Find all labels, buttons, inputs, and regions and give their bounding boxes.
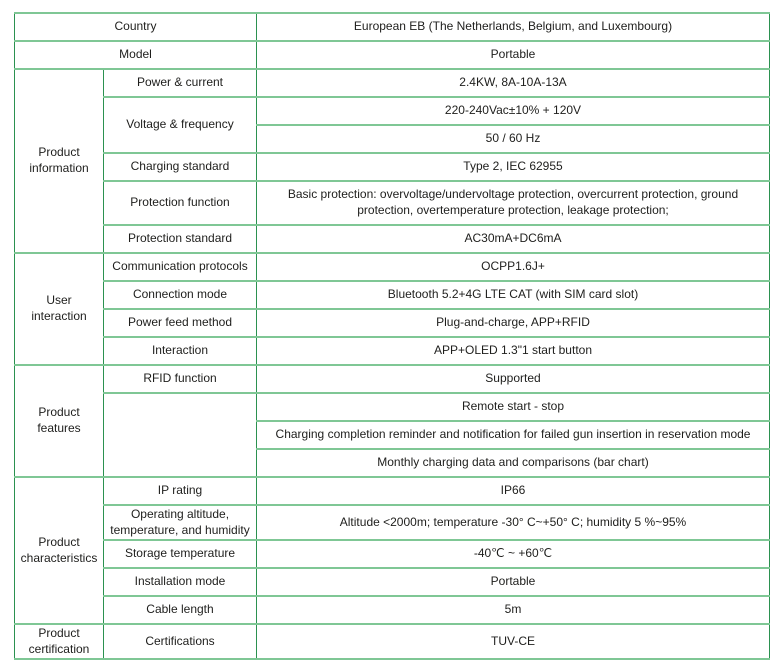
voltage-frequency-value-2: 50 / 60 Hz <box>257 125 770 153</box>
charging-standard-label: Charging standard <box>104 153 257 181</box>
row-storage-temperature <box>15 540 770 568</box>
model-label: Model <box>15 41 257 69</box>
feature-reminder-value: Charging completion reminder and notification for failed gun insertion in reservation mode <box>257 421 770 449</box>
interaction-value: APP+OLED 1.3"1 start button <box>257 337 770 365</box>
ip-rating-label: IP rating <box>104 477 257 505</box>
row-operating-conditions <box>15 505 770 540</box>
group-user-interaction: User interaction <box>15 253 104 365</box>
power-current-value: 2.4KW, 8A-10A-13A <box>257 69 770 97</box>
row-power-current <box>15 69 770 97</box>
row-model <box>15 41 770 69</box>
spec-table <box>14 12 770 660</box>
voltage-frequency-value-1: 220-240Vac±10% + 120V <box>257 97 770 125</box>
communication-protocols-value: OCPP1.6J+ <box>257 253 770 281</box>
features-empty-label <box>104 393 257 477</box>
country-value: European EB (The Netherlands, Belgium, and Luxembourg) <box>257 13 770 41</box>
protection-function-value: Basic protection: overvoltage/undervoltage protection, overcurrent protection, ground protection, overtemperature protection, leakage protection; <box>257 181 770 225</box>
certifications-value: TUV-CE <box>257 624 770 659</box>
row-country <box>15 13 770 41</box>
installation-mode-value: Portable <box>257 568 770 596</box>
installation-mode-label: Installation mode <box>104 568 257 596</box>
interaction-label: Interaction <box>104 337 257 365</box>
group-product-features: Product features <box>15 365 104 477</box>
charging-standard-value: Type 2, IEC 62955 <box>257 153 770 181</box>
row-certifications <box>15 624 770 659</box>
group-product-certification: Product certification <box>15 624 104 659</box>
connection-mode-label: Connection mode <box>104 281 257 309</box>
storage-temperature-value: -40℃ ~ +60℃ <box>257 540 770 568</box>
operating-conditions-label: Operating altitude, temperature, and humidity <box>104 505 257 540</box>
row-feature-remote-start <box>15 393 770 421</box>
cable-length-label: Cable length <box>104 596 257 624</box>
country-label: Country <box>15 13 257 41</box>
row-charging-standard <box>15 153 770 181</box>
row-voltage-frequency-1 <box>15 97 770 125</box>
feature-remote-start-value: Remote start - stop <box>257 393 770 421</box>
ip-rating-value: IP66 <box>257 477 770 505</box>
row-installation-mode <box>15 568 770 596</box>
communication-protocols-label: Communication protocols <box>104 253 257 281</box>
row-ip-rating <box>15 477 770 505</box>
cable-length-value: 5m <box>257 596 770 624</box>
group-product-characteristics: Product characteristics <box>15 477 104 624</box>
protection-function-label: Protection function <box>104 181 257 225</box>
spec-table-container <box>14 12 770 660</box>
rfid-function-value: Supported <box>257 365 770 393</box>
certifications-label: Certifications <box>104 624 257 659</box>
model-value: Portable <box>257 41 770 69</box>
row-power-feed-method <box>15 309 770 337</box>
protection-standard-label: Protection standard <box>104 225 257 253</box>
voltage-frequency-label: Voltage & frequency <box>104 97 257 153</box>
row-cable-length <box>15 596 770 624</box>
storage-temperature-label: Storage temperature <box>104 540 257 568</box>
operating-conditions-value: Altitude <2000m; temperature -30° C~+50° C; humidity 5 %~95% <box>257 505 770 540</box>
row-interaction <box>15 337 770 365</box>
row-protection-standard <box>15 225 770 253</box>
power-feed-method-value: Plug-and-charge, APP+RFID <box>257 309 770 337</box>
feature-monthly-data-value: Monthly charging data and comparisons (bar chart) <box>257 449 770 477</box>
power-current-label: Power & current <box>104 69 257 97</box>
row-connection-mode <box>15 281 770 309</box>
power-feed-method-label: Power feed method <box>104 309 257 337</box>
connection-mode-value: Bluetooth 5.2+4G LTE CAT (with SIM card slot) <box>257 281 770 309</box>
protection-standard-value: AC30mA+DC6mA <box>257 225 770 253</box>
rfid-function-label: RFID function <box>104 365 257 393</box>
group-product-information: Product information <box>15 69 104 253</box>
row-communication-protocols <box>15 253 770 281</box>
row-rfid-function <box>15 365 770 393</box>
row-protection-function <box>15 181 770 225</box>
